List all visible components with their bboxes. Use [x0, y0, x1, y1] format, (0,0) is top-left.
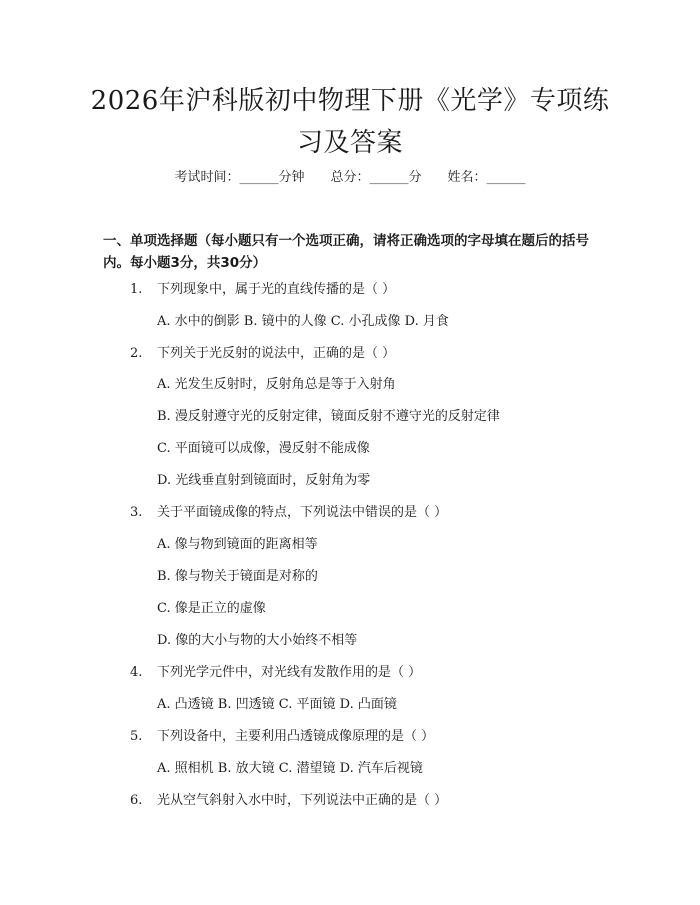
question-1-options: A. 水中的倒影 B. 镜中的人像 C. 小孔成像 D. 月食 [157, 314, 449, 329]
question-3 [130, 504, 447, 522]
section-heading: 一、单项选择题（每小题只有一个选项正确，请将正确选项的字母填在题后的括号内。每小题3分，共30分） [103, 233, 589, 271]
question-number: 6. [130, 793, 143, 808]
question-text: 光从空气斜射入水中时，下列说法中正确的是（ ） [157, 793, 448, 808]
question-5 [130, 728, 434, 746]
total-score-field: 总分：______分 [330, 170, 422, 185]
student-name-field: 姓名：______ [447, 170, 526, 185]
question-text: 下列现象中，属于光的直线传播的是（ ） [157, 282, 396, 297]
question-4 [130, 664, 421, 682]
question-2 [130, 345, 395, 363]
question-text: 关于平面镜成像的特点，下列说法中错误的是（ ） [157, 505, 448, 520]
question-6 [130, 792, 447, 810]
question-3-option-a: A. 像与物到镜面的距离相等 [157, 537, 318, 552]
question-number: 1. [130, 282, 143, 297]
question-2-option-d: D. 光线垂直射到镜面时，反射角为零 [157, 473, 371, 488]
question-text: 下列设备中，主要利用凸透镜成像原理的是（ ） [157, 729, 435, 744]
question-1 [130, 281, 395, 299]
question-number: 3. [130, 505, 143, 520]
question-5-options: A. 照相机 B. 放大镜 C. 潜望镜 D. 汽车后视镜 [157, 761, 423, 776]
question-2-option-c: C. 平面镜可以成像，漫反射不能成像 [157, 441, 370, 456]
question-text: 下列关于光反射的说法中，正确的是（ ） [157, 346, 396, 361]
question-3-option-b: B. 像与物关于镜面是对称的 [157, 569, 318, 584]
document-title: 2026年沪科版初中物理下册《光学》专项练习及答案 [90, 86, 610, 158]
question-number: 5. [130, 729, 143, 744]
question-3-option-c: C. 像是正立的虚像 [157, 601, 266, 616]
question-2-option-b: B. 漫反射遵守光的反射定律，镜面反射不遵守光的反射定律 [157, 409, 500, 424]
question-number: 4. [130, 665, 143, 680]
exam-info-line [0, 169, 700, 187]
question-2-option-a: A. 光发生反射时，反射角总是等于入射角 [157, 377, 396, 392]
question-text: 下列光学元件中，对光线有发散作用的是（ ） [157, 665, 422, 680]
question-4-options: A. 凸透镜 B. 凹透镜 C. 平面镜 D. 凸面镜 [157, 697, 397, 712]
question-3-option-d: D. 像的大小与物的大小始终不相等 [157, 633, 358, 648]
exam-time-field: 考试时间：______分钟 [174, 170, 305, 185]
question-number: 2. [130, 346, 143, 361]
